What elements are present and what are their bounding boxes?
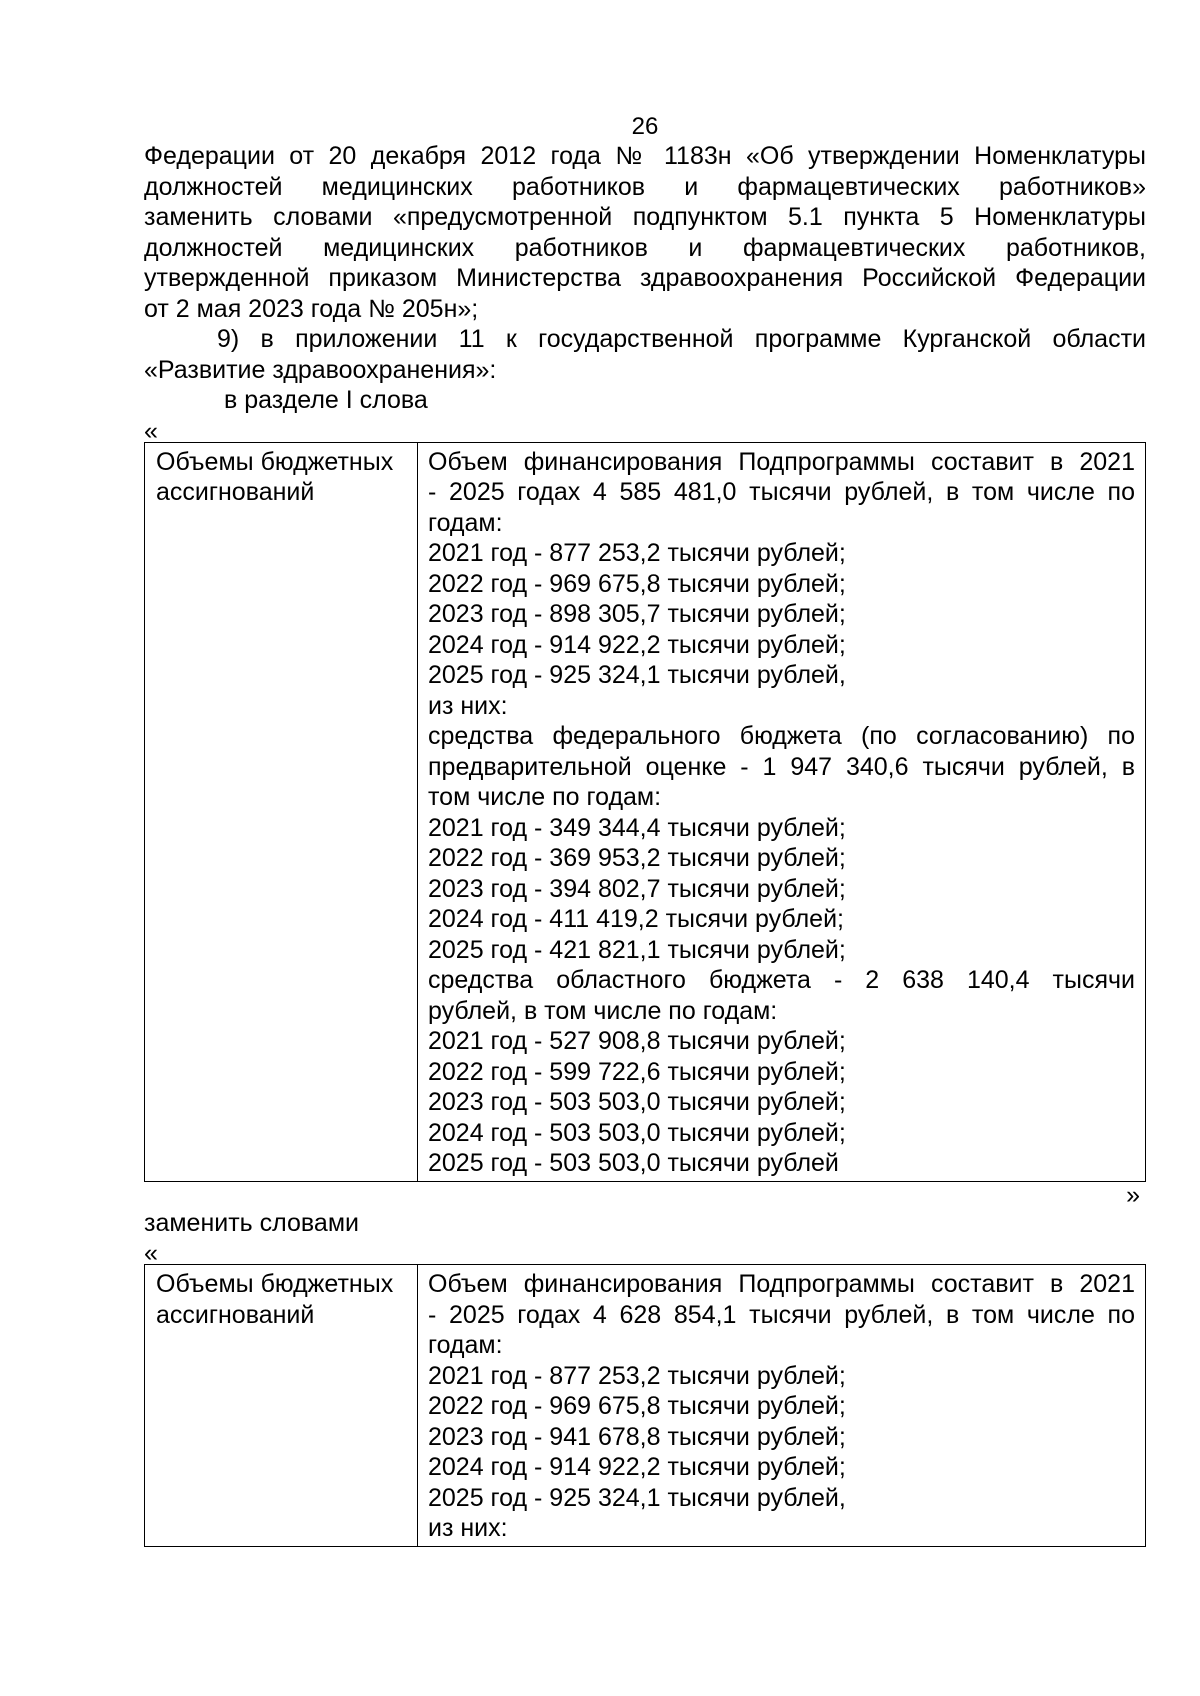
document-page — [144, 113, 1146, 1547]
content-line: 2025 год - 503 503,0 тысячи рублей — [428, 1149, 839, 1177]
replace-paragraph — [144, 1208, 1146, 1239]
close-quote-mark: » — [1126, 1180, 1140, 1209]
table-row — [145, 1265, 1146, 1547]
content-line: Объем финансирования Подпрограммы составит в 2021 — [428, 1270, 1135, 1298]
intro-line: заменить словами «предусмотренной подпунктом 5.1 пункта 5 Номенклатуры — [144, 203, 1146, 231]
item-9-line: «Развитие здравоохранения»: — [144, 355, 497, 384]
content-line: рублей, в том числе по годам: — [428, 996, 778, 1025]
item-9-line: 9) в приложении 11 к государственной программе Курганской области — [217, 325, 1146, 353]
content-line: 2021 год - 877 253,2 тысячи рублей; — [428, 539, 846, 567]
content-line: 2021 год - 877 253,2 тысячи рублей; — [428, 1361, 846, 1390]
content-line: 2023 год - 898 305,7 тысячи рублей; — [428, 600, 846, 628]
table-row — [145, 442, 1146, 1181]
content-line: 2021 год - 527 908,8 тысячи рублей; — [428, 1027, 846, 1055]
section-paragraph — [144, 385, 1146, 416]
intro-line: должностей медицинских работников и фармацевтических работников, — [144, 233, 1146, 262]
content-line: 2025 год - 925 324,1 тысячи рублей, — [428, 661, 846, 689]
item-9-paragraph — [144, 324, 1146, 385]
content-line: - 2025 годах 4 585 481,0 тысячи рублей, в том числе по — [428, 478, 1135, 506]
content-line: 2023 год - 394 802,7 тысячи рублей; — [428, 874, 846, 903]
content-line: том числе по годам: — [428, 783, 662, 811]
table-content-cell — [418, 442, 1146, 1181]
content-line: 2025 год - 421 821,1 тысячи рублей; — [428, 935, 846, 964]
page-number: 26 — [631, 113, 659, 140]
intro-line: утвержденной приказом Министерства здравоохранения Российской Федерации — [144, 264, 1146, 292]
content-line: 2022 год - 599 722,6 тысячи рублей; — [428, 1057, 846, 1086]
content-line: предварительной оценке - 1 947 340,6 тысячи рублей, в — [428, 752, 1135, 781]
section-line: в разделе I слова — [224, 386, 428, 414]
content-line: 2025 год - 925 324,1 тысячи рублей, — [428, 1483, 846, 1512]
replace-line: заменить словами — [144, 1208, 359, 1237]
new-budget-table — [144, 1264, 1146, 1547]
intro-line: Федерации от 20 декабря 2012 года № 1183н «Об утверждении Номенклатуры — [144, 142, 1146, 170]
open-quote-mark: « — [144, 1239, 158, 1267]
content-line: 2024 год - 503 503,0 тысячи рублей; — [428, 1118, 846, 1147]
intro-line: от 2 мая 2023 года № 205н»; — [144, 294, 479, 323]
content-line: 2022 год - 969 675,8 тысячи рублей; — [428, 569, 846, 598]
content-line: из них: — [428, 691, 508, 720]
table-label-cell — [145, 442, 418, 1181]
open-quote-mark: « — [144, 416, 158, 445]
content-line: 2024 год - 914 922,2 тысячи рублей; — [428, 630, 846, 659]
table-content-cell — [418, 1265, 1146, 1547]
content-line: годам: — [428, 1331, 503, 1359]
content-line: 2024 год - 411 419,2 тысячи рублей; — [428, 905, 844, 933]
content-line: Объем финансирования Подпрограммы составит в 2021 — [428, 447, 1135, 476]
label-line: Объемы бюджетных — [156, 1270, 394, 1298]
content-line: 2023 год - 503 503,0 тысячи рублей; — [428, 1088, 846, 1116]
content-line: - 2025 годах 4 628 854,1 тысячи рублей, в том числе по — [428, 1300, 1135, 1329]
content-line: 2021 год - 349 344,4 тысячи рублей; — [428, 813, 846, 842]
table-label-cell — [145, 1265, 418, 1547]
content-line: годам: — [428, 508, 503, 537]
content-line: 2023 год - 941 678,8 тысячи рублей; — [428, 1422, 846, 1451]
content-line: 2022 год - 969 675,8 тысячи рублей; — [428, 1392, 846, 1420]
label-line: ассигнований — [156, 1300, 315, 1329]
content-line: средства областного бюджета - 2 638 140,4 тысячи — [428, 966, 1135, 994]
content-line: 2022 год - 369 953,2 тысячи рублей; — [428, 844, 846, 872]
intro-paragraph — [144, 141, 1146, 324]
label-line: Объемы бюджетных — [156, 447, 394, 476]
intro-line: должностей медицинских работников и фармацевтических работников» — [144, 172, 1146, 201]
content-line: 2024 год - 914 922,2 тысячи рублей; — [428, 1453, 846, 1481]
content-line: средства федерального бюджета (по согласованию) по — [428, 722, 1135, 750]
content-line: из них: — [428, 1514, 508, 1542]
label-line: ассигнований — [156, 478, 315, 506]
old-budget-table — [144, 442, 1146, 1182]
